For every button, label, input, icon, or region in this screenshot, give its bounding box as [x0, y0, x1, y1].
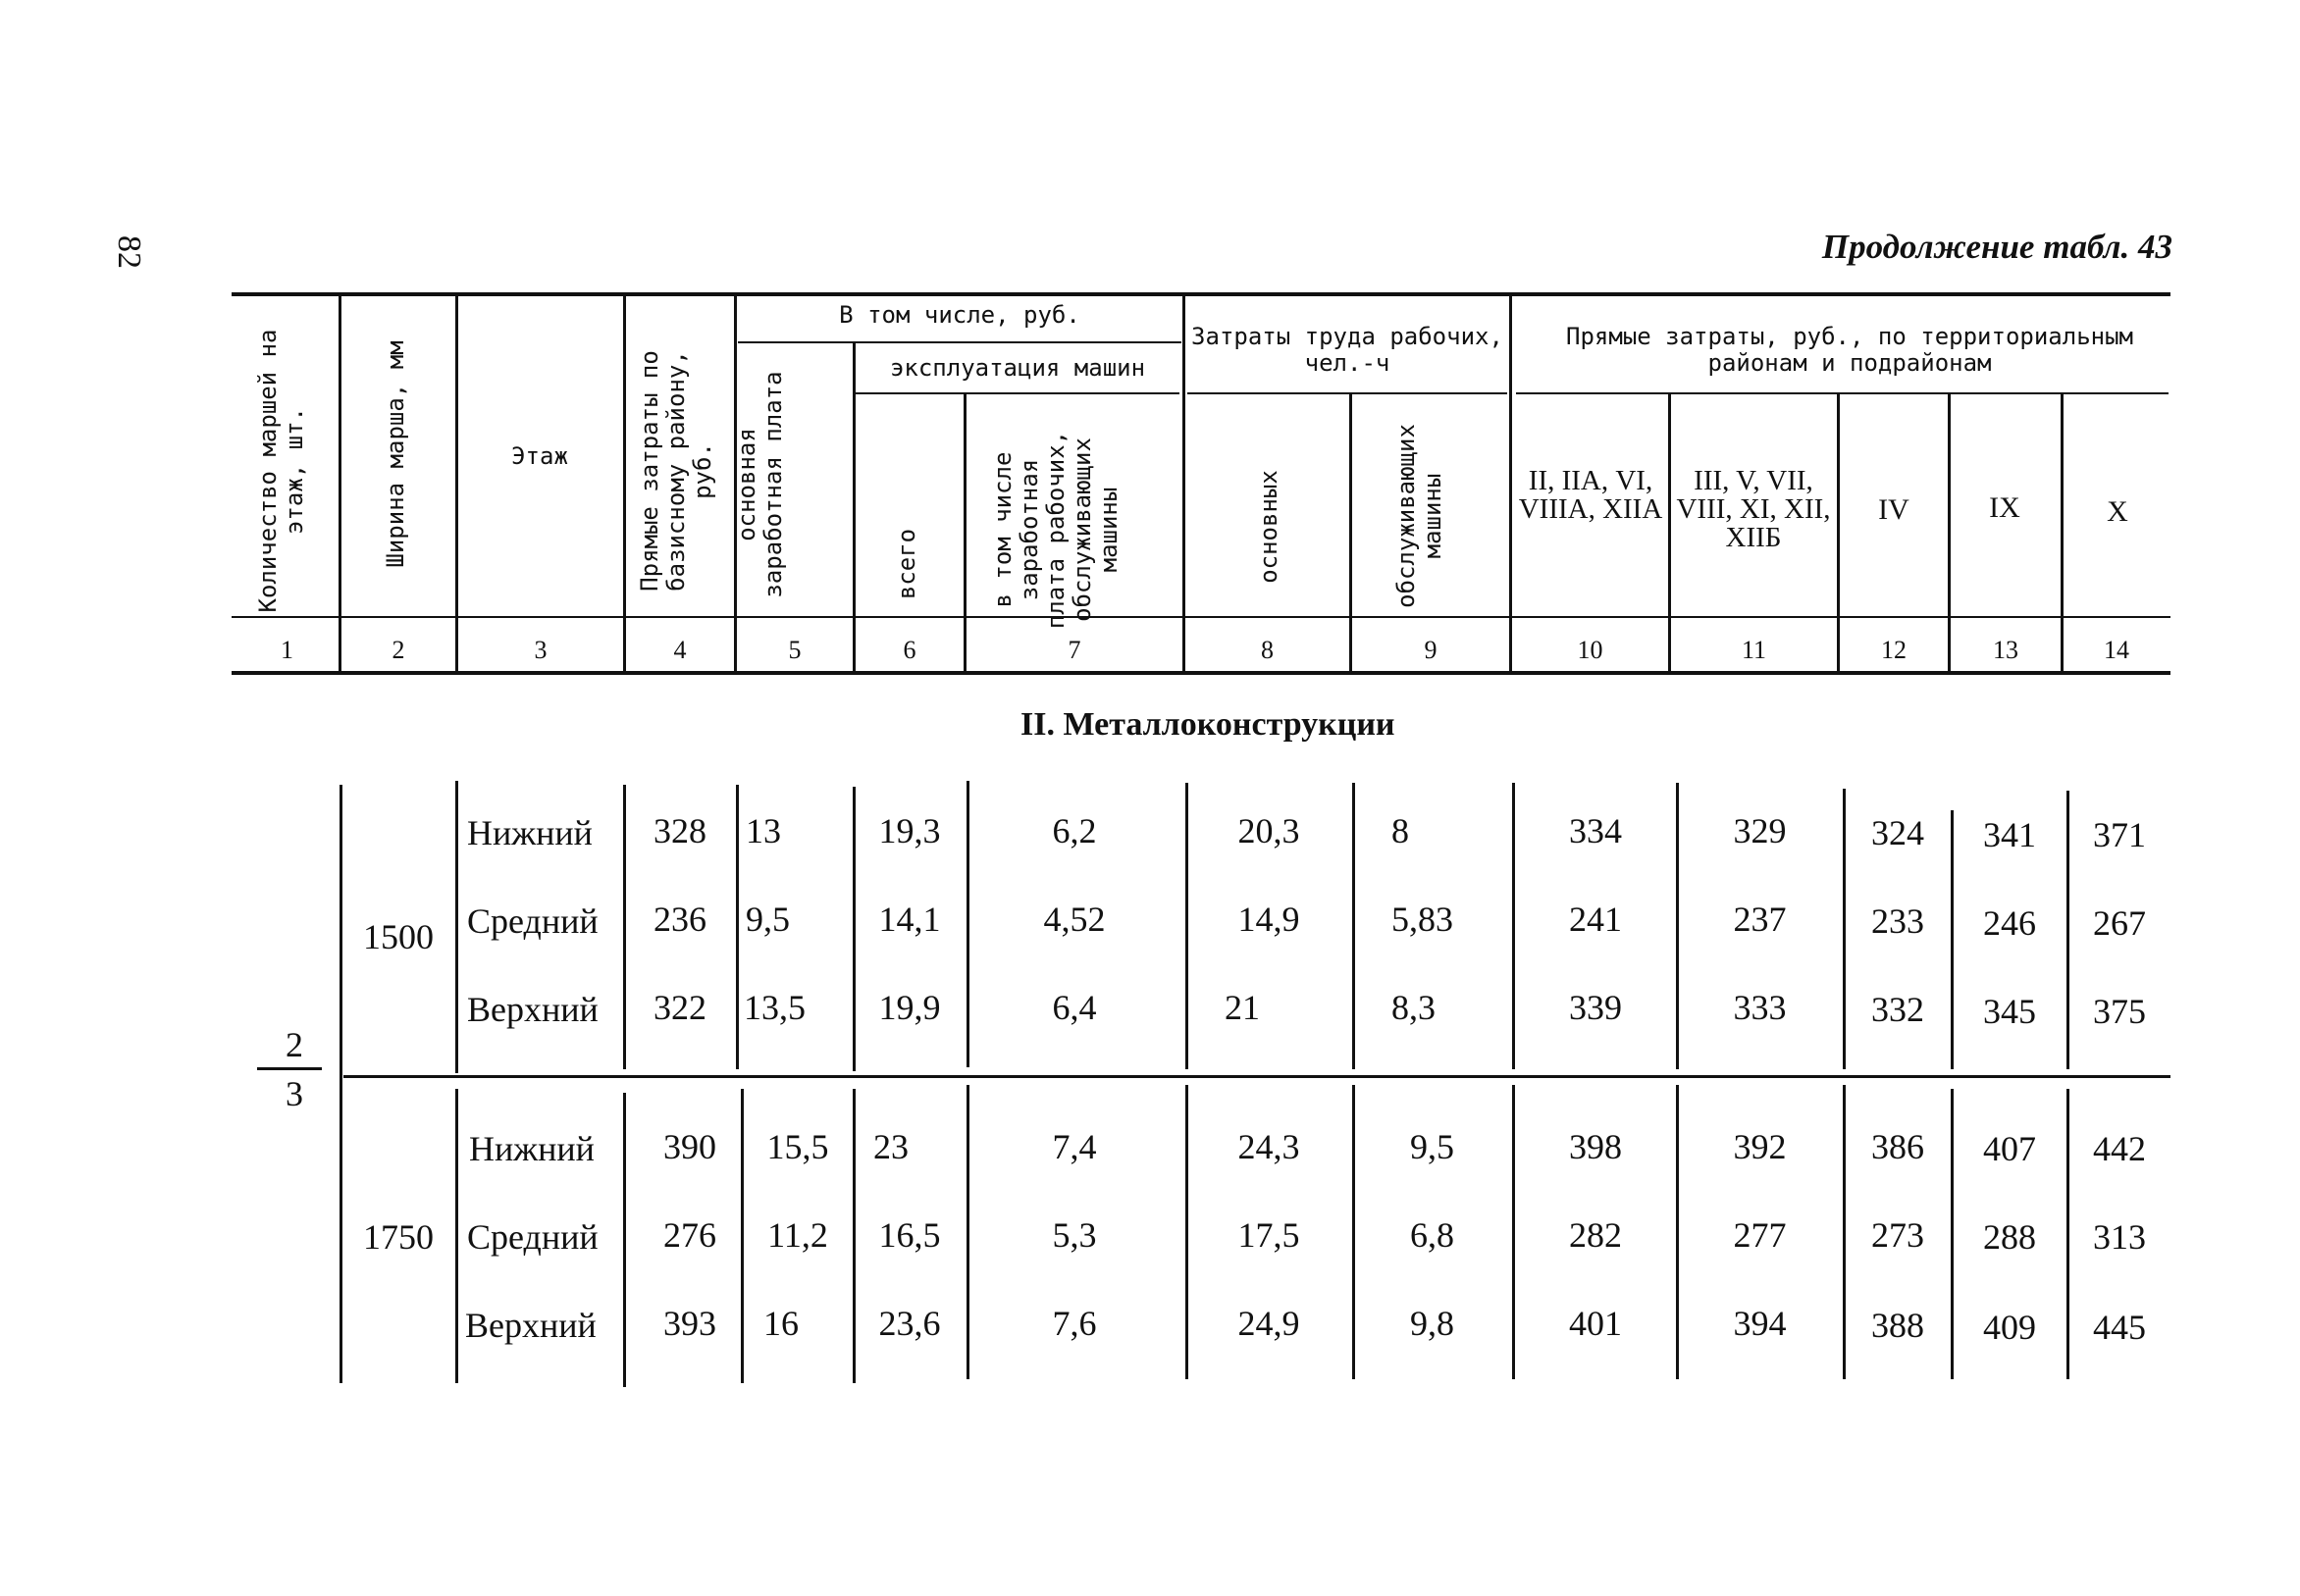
value-cell: 9,8: [1410, 1304, 1454, 1343]
header-vrule-12: [1948, 394, 1951, 671]
column-number-9: 9: [1424, 636, 1438, 664]
value-cell: 9,5: [746, 900, 790, 939]
value-cell: 334: [1569, 811, 1622, 850]
value-cell: 241: [1569, 900, 1622, 939]
header-flights-count: Количество маршей на этаж, шт.: [254, 329, 308, 613]
header-vrule-9: [1509, 296, 1512, 671]
value-cell: 24,3: [1237, 1127, 1300, 1166]
header-bottom-rule: [232, 671, 2170, 675]
value-cell: 393: [663, 1304, 716, 1343]
value-cell: 16: [763, 1304, 799, 1343]
header-region-11: III, V, VII, VIII, XI, XII, XIIБ: [1676, 465, 1831, 553]
value-cell: 16,5: [878, 1215, 941, 1255]
value-cell: 246: [1983, 903, 2036, 943]
column-number-8: 8: [1261, 636, 1274, 664]
value-cell: 20,3: [1237, 811, 1300, 850]
header-vrule-2: [455, 296, 458, 671]
value-cell: 386: [1871, 1127, 1924, 1166]
regions-group-rule: [1516, 392, 2169, 394]
value-cell: 282: [1569, 1215, 1622, 1255]
floor-label: Средний: [467, 901, 599, 941]
value-cell: 442: [2093, 1129, 2146, 1168]
value-cell: 14,1: [878, 900, 941, 939]
value-cell: 14,9: [1237, 900, 1300, 939]
value-cell: 17,5: [1237, 1215, 1300, 1255]
value-cell: 313: [2093, 1217, 2146, 1257]
flights-numerator: 2: [286, 1025, 303, 1064]
value-cell: 8: [1391, 811, 1409, 850]
header-top-rule: [232, 292, 2170, 296]
value-cell: 401: [1569, 1304, 1622, 1343]
flight-width-value: 1750: [363, 1217, 434, 1257]
column-number-3: 3: [534, 636, 548, 664]
value-cell: 6,8: [1410, 1215, 1454, 1255]
column-number-14: 14: [2104, 636, 2129, 664]
column-number-7: 7: [1068, 636, 1081, 664]
value-cell: 276: [663, 1215, 716, 1255]
value-cell: 24,9: [1237, 1304, 1300, 1343]
value-cell: 19,3: [878, 811, 941, 850]
value-cell: 288: [1983, 1217, 2036, 1257]
header-region-14: X: [2107, 495, 2128, 528]
value-cell: 7,4: [1052, 1127, 1097, 1166]
flights-denominator: 3: [286, 1074, 303, 1113]
value-cell: 333: [1733, 988, 1787, 1027]
header-vrule-3: [623, 296, 626, 671]
group-separator-rule: [343, 1075, 2170, 1078]
machines-group-rule: [856, 392, 1179, 394]
value-cell: 388: [1871, 1306, 1924, 1345]
value-cell: 273: [1871, 1215, 1924, 1255]
value-cell: 23,6: [878, 1304, 941, 1343]
body-vrule-5-1: [736, 785, 739, 1069]
value-cell: 6,2: [1052, 811, 1097, 850]
value-cell: 233: [1871, 901, 1924, 941]
incl-group-rule: [738, 341, 1181, 343]
floor-label: Верхний: [467, 990, 599, 1029]
body-vrule-floor-2: [455, 1089, 458, 1383]
floor-label: Нижний: [469, 1129, 595, 1168]
value-cell: 277: [1733, 1215, 1787, 1255]
column-number-11: 11: [1741, 636, 1767, 664]
value-cell: 329: [1733, 811, 1787, 850]
value-cell: 390: [663, 1127, 716, 1166]
body-vrule-9-1: [1352, 783, 1355, 1069]
header-labor-machine-service: обслуживающих машины: [1392, 424, 1446, 608]
value-cell: 407: [1983, 1129, 2036, 1168]
body-vrule-floor-1: [455, 781, 458, 1073]
header-vrule-5: [853, 343, 856, 671]
value-cell: 5,3: [1052, 1215, 1097, 1255]
value-cell: 13,5: [744, 988, 806, 1027]
header-vrule-6: [964, 394, 967, 671]
section-title: II. Металлоконструкции: [1020, 706, 1395, 743]
header-floor: Этаж: [511, 442, 568, 470]
value-cell: 5,83: [1391, 900, 1453, 939]
value-cell: 23: [873, 1127, 909, 1166]
value-cell: 339: [1569, 988, 1622, 1027]
floor-label: Нижний: [467, 813, 593, 852]
value-cell: 445: [2093, 1308, 2146, 1347]
column-number-10: 10: [1577, 636, 1603, 664]
header-region-12: IV: [1878, 493, 1909, 526]
header-vrule-8: [1349, 394, 1352, 671]
column-number-6: 6: [903, 636, 916, 664]
header-group-labor: Затраты труда рабочих, чел.-ч: [1191, 323, 1503, 377]
body-vrule-width-col: [340, 785, 342, 1383]
header-group-including: В том числе, руб.: [839, 301, 1080, 329]
header-machine-operator-wages: в том числе заработная плата рабочих, обслуживающих машины: [989, 430, 1123, 630]
value-cell: 7,6: [1052, 1304, 1097, 1343]
column-number-4: 4: [673, 636, 687, 664]
value-cell: 236: [653, 900, 706, 939]
value-cell: 9,5: [1410, 1127, 1454, 1166]
flight-width-value: 1500: [363, 917, 434, 956]
value-cell: 392: [1733, 1127, 1787, 1166]
value-cell: 4,52: [1043, 900, 1106, 939]
header-mid-rule: [232, 616, 2170, 618]
value-cell: 371: [2093, 815, 2146, 854]
value-cell: 398: [1569, 1127, 1622, 1166]
value-cell: 322: [653, 988, 706, 1027]
value-cell: 15,5: [766, 1127, 829, 1166]
column-number-12: 12: [1881, 636, 1907, 664]
column-number-5: 5: [788, 636, 802, 664]
header-vrule-1: [339, 296, 341, 671]
header-vrule-10: [1668, 394, 1671, 671]
column-number-1: 1: [281, 636, 293, 664]
header-machines-total: всего: [893, 528, 920, 600]
value-cell: 8,3: [1391, 988, 1436, 1027]
header-group-machines: эксплуатация машин: [889, 354, 1146, 382]
value-cell: 237: [1733, 900, 1787, 939]
column-number-2: 2: [392, 636, 405, 664]
value-cell: 341: [1983, 815, 2036, 854]
header-vrule-11: [1837, 394, 1840, 671]
floor-label: Верхний: [465, 1306, 597, 1345]
value-cell: 19,9: [878, 988, 941, 1027]
floor-label: Средний: [467, 1217, 599, 1257]
value-cell: 11,2: [767, 1215, 828, 1255]
value-cell: 332: [1871, 990, 1924, 1029]
value-cell: 324: [1871, 813, 1924, 852]
value-cell: 6,4: [1052, 988, 1097, 1027]
value-cell: 375: [2093, 992, 2146, 1031]
header-vrule-7: [1182, 296, 1185, 671]
header-base-direct-costs: Прямые затраты по базисному району, руб.: [636, 350, 716, 592]
value-cell: 328: [653, 811, 706, 850]
table-continuation-caption: Продолжение табл. 43: [1821, 228, 2172, 266]
header-labor-main: основных: [1255, 470, 1282, 584]
value-cell: 267: [2093, 903, 2146, 943]
column-number-13: 13: [1993, 636, 2018, 664]
value-cell: 409: [1983, 1308, 2036, 1347]
page-number: 82: [111, 235, 147, 269]
value-cell: 345: [1983, 992, 2036, 1031]
header-region-10: II, IIА, VI, VIIIА, XIIА: [1518, 465, 1663, 525]
header-region-13: IX: [1989, 491, 2020, 524]
header-vrule-13: [2061, 394, 2064, 671]
value-cell: 21: [1225, 988, 1260, 1027]
value-cell: 13: [746, 811, 781, 850]
header-flight-width: Ширина марша, мм: [382, 340, 409, 568]
value-cell: 394: [1733, 1304, 1787, 1343]
flights-fraction-bar: [257, 1067, 322, 1070]
labor-group-rule: [1187, 392, 1507, 394]
header-group-regions: Прямые затраты, руб., по территориальным районам и подрайонам: [1566, 323, 2133, 377]
header-base-wages: основная заработная плата: [733, 371, 787, 598]
